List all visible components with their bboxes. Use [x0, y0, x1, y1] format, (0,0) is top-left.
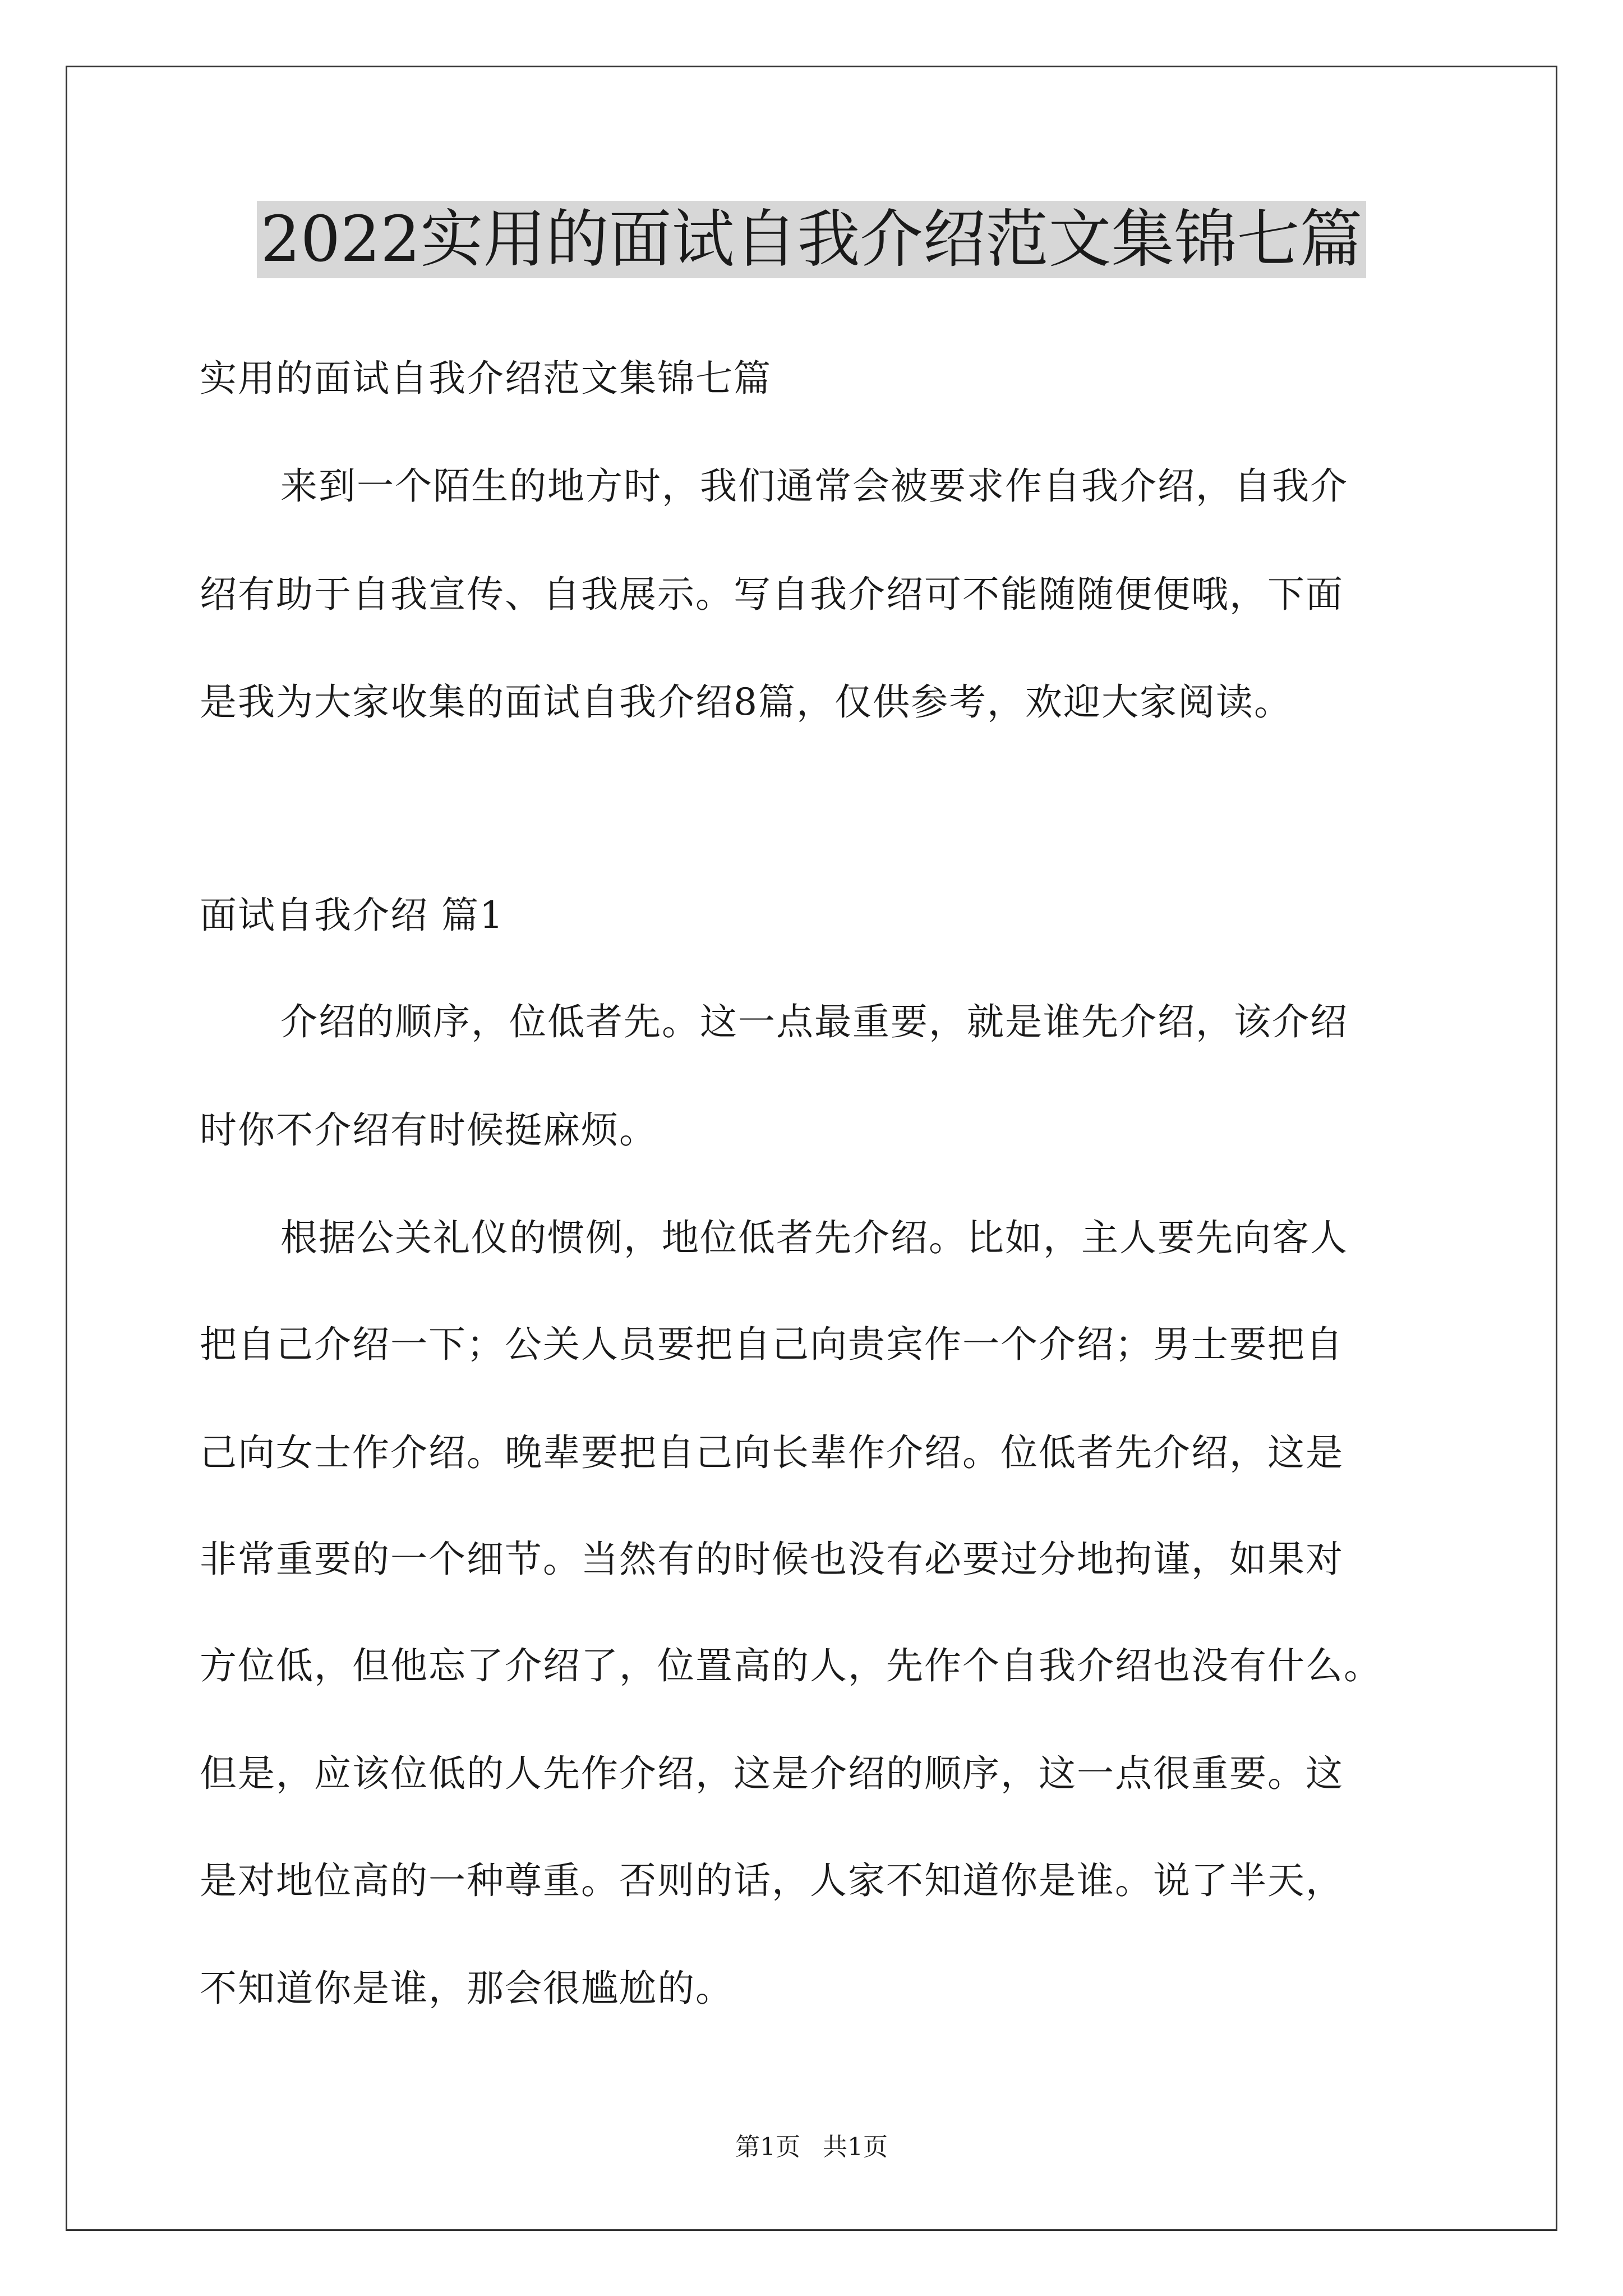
document-subtitle: 实用的面试自我介绍范文集锦七篇 — [200, 357, 772, 400]
paragraph2-line-6: 但是，应该位低的人先作介绍，这是介绍的顺序，这一点很重要。这 — [200, 1752, 1344, 1795]
page-total: 共1页 — [823, 2133, 888, 2161]
paragraph2-line-2: 把自己介绍一下；公关人员要把自己向贵宾作一个介绍；男士要把自 — [200, 1323, 1344, 1366]
paragraph1-line-1: 介绍的顺序，位低者先。这一点最重要，就是谁先介绍，该介绍 — [280, 1000, 1348, 1043]
paragraph1-line-2: 时你不介绍有时候挺麻烦。 — [200, 1108, 657, 1152]
paragraph2-line-1: 根据公关礼仪的惯例，地位低者先介绍。比如，主人要先向客人 — [280, 1216, 1348, 1259]
paragraph2-line-3: 己向女士作介绍。晚辈要把自己向长辈作介绍。位低者先介绍，这是 — [200, 1431, 1344, 1474]
document-title — [0, 197, 1623, 282]
paragraph2-line-5: 方位低，但他忘了介绍了，位置高的人，先作个自我介绍也没有什么。 — [200, 1644, 1382, 1687]
paragraph2-line-7: 是对地位高的一种尊重。否则的话，人家不知道你是谁。说了半天， — [200, 1859, 1344, 1902]
intro-line-3: 是我为大家收集的面试自我介绍8篇，仅供参考，欢迎大家阅读。 — [200, 680, 1292, 724]
page-number: 第1页 — [735, 2133, 800, 2161]
paragraph2-line-8: 不知道你是谁，那会很尴尬的。 — [200, 1967, 734, 2010]
intro-line-2: 绍有助于自我宣传、自我展示。写自我介绍可不能随随便便哦，下面 — [200, 573, 1344, 616]
paragraph2-line-4: 非常重要的一个细节。当然有的时候也没有必要过分地拘谨，如果对 — [200, 1538, 1344, 1581]
document-title-text: 2022实用的面试自我介绍范文集锦七篇 — [257, 201, 1366, 278]
page-footer — [0, 2131, 1623, 2164]
intro-line-1: 来到一个陌生的地方时，我们通常会被要求作自我介绍，自我介 — [280, 464, 1348, 508]
section-heading: 面试自我介绍 篇1 — [200, 894, 504, 937]
